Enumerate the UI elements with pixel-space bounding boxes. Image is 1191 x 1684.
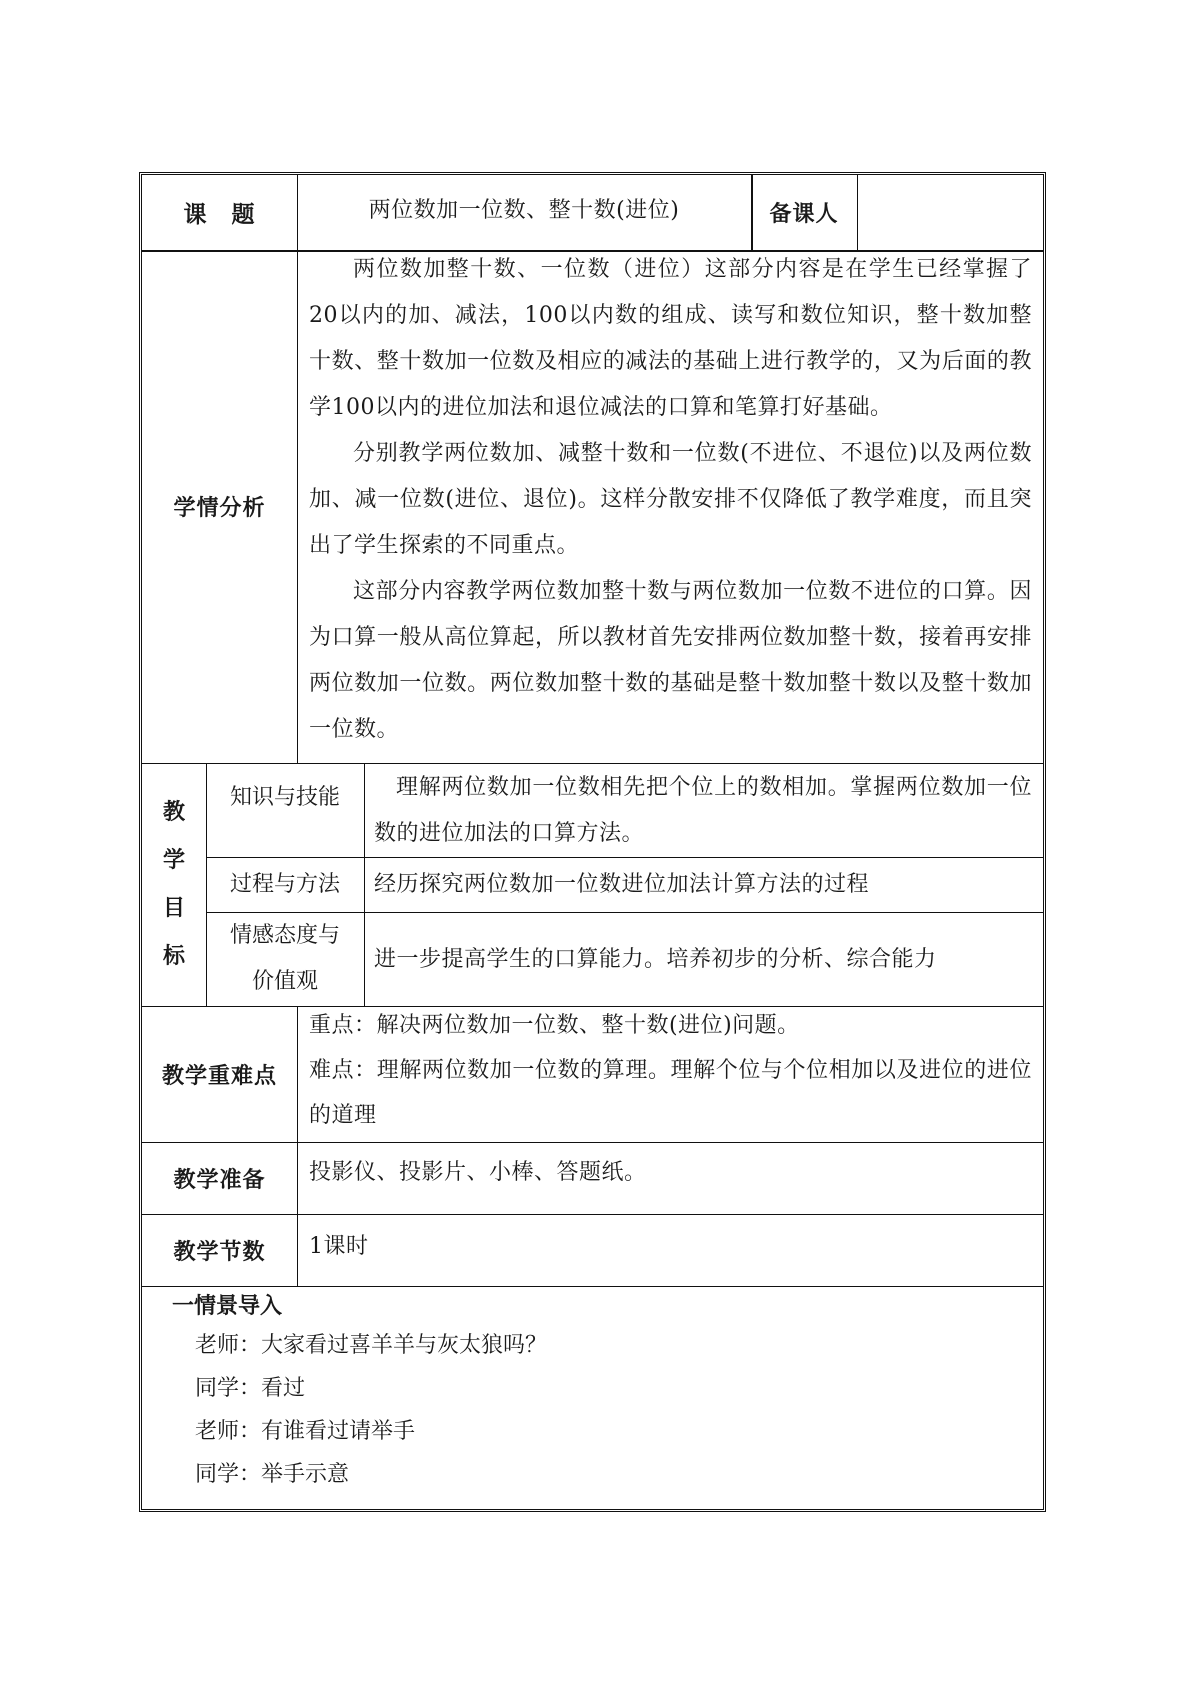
emotion-label-line: 价值观 [251,969,318,994]
knowledge-text [374,765,1032,857]
col-divider-header-3 [857,175,858,250]
periods-value: 1课时 [309,1234,369,1259]
emotion-text: 进一步提高学生的口算能力。培养初步的分析、综合能力 [374,947,937,972]
intro-dialog [195,1324,1015,1496]
intro-heading: 一情景导入 [172,1294,283,1319]
analysis-paragraph: 这部分内容教学两位数加整十数与两位数加一位数不进位的口算。因为口算一般从高位算起，所以教材首先安排两位数加整十数，接着再安排两位数加一位数。两位数加整十数的基础是整十数加整十数以及整十数加一位数。 [309,579,1032,742]
process-label: 过程与方法 [229,871,340,897]
preparer-label: 备课人 [769,202,839,227]
col-divider-analysis [297,250,298,763]
goals-label-char: 教 [162,799,185,825]
keypoints-difficulty: 难点：理解两位数加一位数的算理。理解个位与个位相加以及进位的进位的道理 [309,1058,1032,1128]
knowledge-label: 知识与技能 [229,785,340,810]
keypoints-label: 教学重难点 [161,1063,277,1089]
topic-value: 两位数加一位数、整十数(进位) [368,198,680,223]
goals-label [142,763,206,1006]
col-divider-goals-2 [364,763,365,1006]
row-divider-analysis [142,763,1043,764]
prep-value: 投影仪、投影片、小棒、答题纸。 [309,1160,647,1185]
analysis-paragraph: 分别教学两位数加、减整十数和一位数(不进位、不退位)以及两位数加、减一位数(进位、退位)。这样分散安排不仅降低了教学难度，而且突出了学生探索的不同重点。 [309,441,1032,558]
emotion-label [206,912,364,1006]
analysis-paragraph: 两位数加整十数、一位数（进位）这部分内容是在学生已经掌握了20以内的加、减法，100以内数的组成、读写和数位知识，整十数加整十数、整十数加一位数及相应的减法的基础上进行教学的，又为后面的教学100以内的进位加法和退位减法的口算和笔算打好基础。 [309,257,1032,420]
prep-label: 教学准备 [173,1167,266,1193]
keypoints-body [309,1003,1032,1138]
row-divider-periods [142,1286,1043,1287]
emotion-label-line: 情感态度与 [229,923,340,948]
goals-label-char: 目 [162,895,185,921]
dialog-line: 老师：大家看过喜羊羊与灰太狼吗？ [195,1333,548,1358]
analysis-body [309,247,1032,753]
analysis-label: 学情分析 [173,496,266,521]
periods-label: 教学节数 [173,1239,266,1265]
goals-label-char: 学 [162,847,185,873]
col-divider-lower [297,1006,298,1286]
dialog-line: 同学：看过 [195,1376,306,1401]
goals-label-char: 标 [162,943,185,969]
process-text: 经历探究两位数加一位数进位加法计算方法的过程 [374,872,870,897]
dialog-line: 同学：举手示意 [195,1462,350,1487]
knowledge-paragraph: 理解两位数加一位数相先把个位上的数相加。掌握两位数加一位数的进位加法的口算方法。 [374,775,1032,846]
dialog-line: 老师：有谁看过请举手 [195,1419,416,1444]
keypoints-focus: 重点：解决两位数加一位数、整十数(进位)问题。 [309,1013,800,1038]
topic-label: 课 题 [183,202,256,228]
